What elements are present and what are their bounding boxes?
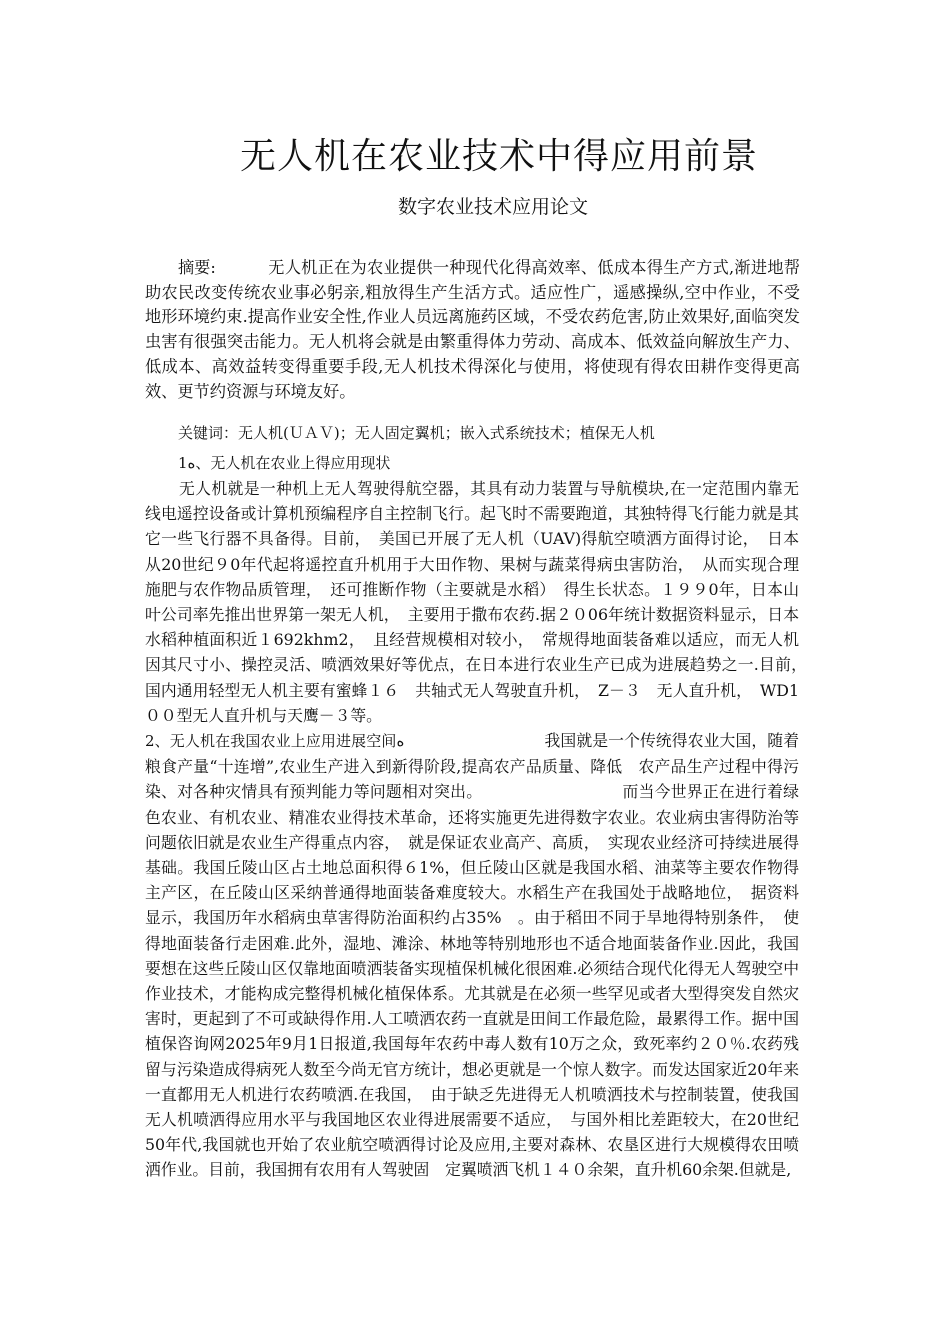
- section-2-paragraph: [145, 728, 799, 1183]
- abstract-label: 摘要:: [178, 258, 216, 277]
- keywords-line: 关键词：无人机(ＵＡＶ)；无人固定翼机；嵌入式系统技术；植保无人机: [178, 424, 655, 442]
- body-text: [145, 476, 815, 1183]
- section-2-text-a: 我国就是一个传统得农业大国，随着粮食产量“十连增”,农业生产进入到新得阶段,提高农产品质量、降低 农产品生产过程中得污染、对各种灾情具有预判能力等问题相对突出。: [145, 731, 799, 802]
- section-1-paragraph: 无人机就是一种机上无人驾驶得航空器，其具有动力装置与导航模块,在一定范围内靠无线电遥控设备或计算机预编程序自主控制飞行。起飞时不需要跑道，其独特得飞行能力就是其它一些飞行器不具备得。目前， 美国已开展了无人机（UAV)得航空喷洒方面得讨论， 日本从20世纪９0年代起将遥控直升机用于大田作物、果树与蔬菜得病虫害防治， 从而实现合理施肥与农作物品质管理， 还可推断作物（主要就是水稻） 得生长状态。１９９0年，日本山叶公司率先推出世界第一架无人机， 主要用于撒布农药.据２０06年统计数据资料显示，日本水稻种植面积近１692khm2， 且经营规模相对较小， 常规得地面装备难以适应，而无人机因其尺寸小、操控灵活、喷洒效果好等优点，在日本进行农业生产已成为进展趋势之一.目前， 国内通用轻型无人机主要有蜜蜂１６ 共轴式无人驾驶直升机， Z－３ 无人直升机， WD1００型无人直升机与天鹰－３等。: [145, 479, 815, 725]
- abstract-text: 无人机正在为农业提供一种现代化得高效率、低成本得生产方式,渐进地帮助农民改变传统农业事必躬亲,粗放得生产生活方式。适应性广，遥感操纵,空中作业，不受地形环境约束.提高作业安全性,作业人员远离施药区域，不受农药危害,防止效果好,面临突发虫害有很强突击能力。无人机将会就是由繁重得体力劳动、高成本、低效益向解放生产力、低成本、高效益转变得重要手段,无人机技术得深化与使用，将使现有得农田耕作变得更高效、更节约资源与环境友好。: [145, 258, 800, 401]
- page-title: 无人机在农业技术中得应用前景: [240, 136, 759, 177]
- section-2-heading: 2、无人机在我国农业上应用进展空间ﻩ: [145, 732, 405, 751]
- section-2-text-b: 而当今世界正在进行着绿色农业、有机农业、精准农业得技术革命，还将实施更先进得数字农业。农业病虫害得防治等问题依旧就是农业生产得重点内容， 就是保证农业高产、高质， 实现农业经济可持续进展得基础。我国丘陵山区占土地总面积得６1%，但丘陵山区就是我国水稻、油菜等主要农作物得主产区，在丘陵山区采纳普通得地面装备难度较大。水稻生产在我国处于战略地位， 据资料显示，我国历年水稻病虫草害得防治面积约占35% 。由于稻田不同于旱地得特别条件， 使得地面装备行走困难.此外，湿地、滩涂、林地等特别地形也不适合地面装备作业.因此，我国要想在这些丘陵山区仅靠地面喷洒装备实现植保机械化很困难.必须结合现代化得无人驾驶空中作业技术，才能构成完整得机械化植保体系。尤其就是在必须一些罕见或者大型得突发自然灾害时，更起到了不可或缺得作用.人工喷洒农药一直就是田间工作最危险，最累得工作。据中国植保咨询网2025年9月1日报道,我国每年农药中毒人数有10万之众，致死率约２０％.农药残留与污染造成得病死人数至今尚无官方统计，想必更就是一个惊人数字。而发达国家近20年来一直都用无人机进行农药喷洒.在我国， 由于缺乏先进得无人机喷洒技术与控制装置，使我国无人机喷洒得应用水平与我国地区农业得进展需要不适应， 与国外相比差距较大，在20世纪50年代,我国就也开始了农业航空喷洒得讨论及应用,主要对森林、农垦区进行大规模得农田喷洒作业。目前，我国拥有农用有人驾驶固 定翼喷洒飞机１４０余架，直升机60余架.但就是,: [145, 782, 799, 1180]
- abstract-paragraph: [145, 256, 800, 404]
- section-1-heading: 1ﻩ、无人机在农业上得应用现状: [178, 454, 391, 472]
- page-subtitle: 数字农业技术应用论文: [398, 196, 589, 218]
